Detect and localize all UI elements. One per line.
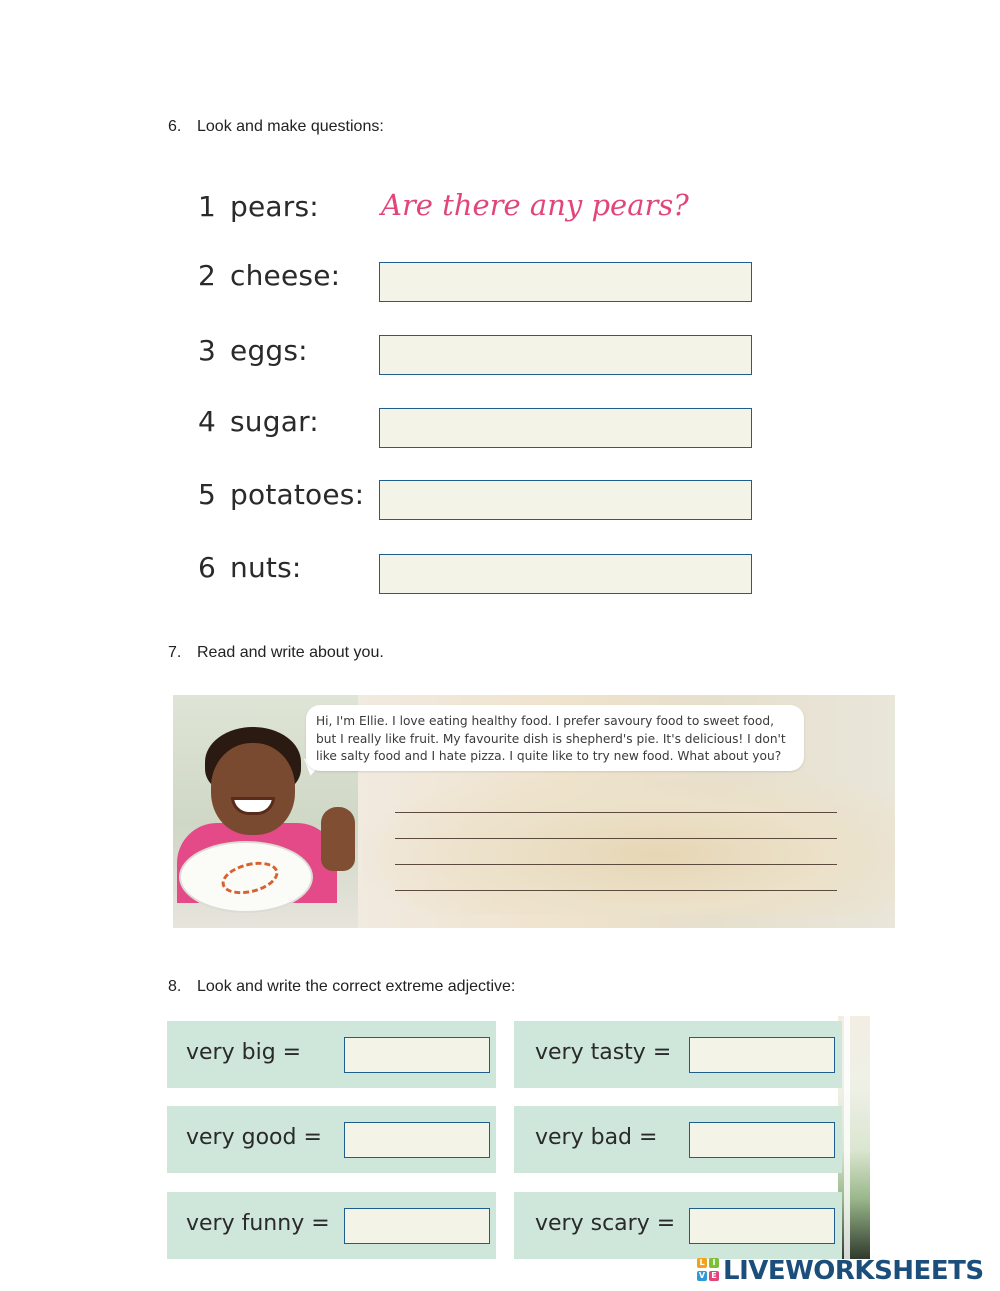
question-number: 2 — [198, 259, 217, 292]
question-row-5 — [198, 480, 758, 524]
adjective-label: very tasty = — [535, 1040, 672, 1065]
section-6-title — [168, 118, 384, 136]
answer-input-eggs[interactable] — [379, 335, 752, 375]
side-photo-strip — [838, 1016, 870, 1259]
adjective-panel-very-tasty — [514, 1021, 842, 1088]
brush-background — [363, 765, 895, 915]
adjective-input-very-bad[interactable] — [689, 1122, 835, 1158]
section-7-title — [168, 644, 384, 662]
question-number: 4 — [198, 405, 217, 438]
question-row-2 — [198, 259, 758, 306]
adjective-label: very big = — [186, 1040, 302, 1065]
photo-hand — [321, 807, 355, 871]
adjective-label: very bad = — [535, 1125, 658, 1150]
adjective-input-very-tasty[interactable] — [689, 1037, 835, 1073]
answer-input-cheese[interactable] — [379, 262, 752, 302]
question-number: 3 — [198, 334, 217, 367]
logo-mark-l: L — [697, 1258, 707, 1268]
question-label — [198, 334, 308, 367]
section-6-number: 6. — [168, 118, 182, 135]
photo-face — [211, 743, 295, 835]
adjective-panel-very-big — [167, 1021, 496, 1088]
speech-bubble: Hi, I'm Ellie. I love eating healthy food. I prefer savoury food to sweet food, but I really like fruit. My favourite dish is shepherd's pie. It's delicious! I don't like salty food and I hate pizza. I quite like to try new food. What about you? — [306, 705, 804, 771]
adjective-label: very scary = — [535, 1211, 676, 1236]
section-8-title-text: Look and write the correct extreme adjective: — [197, 978, 516, 995]
answer-input-potatoes[interactable] — [379, 480, 752, 520]
section-8-title — [168, 978, 515, 996]
adjective-input-very-good[interactable] — [344, 1122, 490, 1158]
answer-input-sugar[interactable] — [379, 408, 752, 448]
example-answer: Are there any pears? — [381, 188, 689, 222]
logo-mark-v: V — [698, 1271, 706, 1280]
adjective-panel-very-bad — [514, 1106, 842, 1173]
question-row-1 — [198, 186, 758, 230]
logo-mark-icon — [697, 1258, 721, 1284]
question-word: nuts: — [230, 551, 302, 584]
window-frame — [844, 1016, 850, 1259]
question-number: 1 — [198, 190, 217, 223]
question-label — [198, 259, 340, 292]
question-number: 5 — [198, 478, 217, 511]
question-label — [198, 551, 302, 584]
adjective-panel-very-good — [167, 1106, 496, 1173]
section-6-title-text: Look and make questions: — [197, 118, 384, 135]
question-word: pears: — [230, 190, 319, 223]
writing-line-4[interactable] — [395, 890, 837, 891]
adjective-label: very funny = — [186, 1211, 330, 1236]
section-8-number: 8. — [168, 978, 182, 995]
section-7-title-text: Read and write about you. — [197, 644, 384, 661]
adjective-input-very-funny[interactable] — [344, 1208, 490, 1244]
adjective-panel-very-scary — [514, 1192, 842, 1259]
question-label — [198, 478, 364, 511]
writing-line-2[interactable] — [395, 838, 837, 839]
adjective-input-very-scary[interactable] — [689, 1208, 835, 1244]
question-row-6 — [198, 551, 758, 598]
liveworksheets-logo[interactable] — [697, 1255, 997, 1287]
section-7-number: 7. — [168, 644, 182, 661]
question-label — [198, 190, 319, 223]
question-word: eggs: — [230, 334, 308, 367]
question-row-3 — [198, 335, 758, 379]
adjective-panel-very-funny — [167, 1192, 496, 1259]
question-label — [198, 405, 319, 438]
adjective-label: very good = — [186, 1125, 322, 1150]
adjective-input-very-big[interactable] — [344, 1037, 490, 1073]
logo-mark-i: I — [709, 1258, 719, 1268]
logo-mark-e: E — [709, 1271, 719, 1281]
question-number: 6 — [198, 551, 217, 584]
question-word: sugar: — [230, 405, 319, 438]
writing-line-1[interactable] — [395, 812, 837, 813]
question-word: potatoes: — [230, 478, 365, 511]
writing-line-3[interactable] — [395, 864, 837, 865]
question-word: cheese: — [230, 259, 341, 292]
answer-input-nuts[interactable] — [379, 554, 752, 594]
logo-text: LIVEWORKSHEETS — [723, 1256, 984, 1286]
reading-panel — [173, 695, 895, 928]
question-row-4 — [198, 405, 758, 452]
